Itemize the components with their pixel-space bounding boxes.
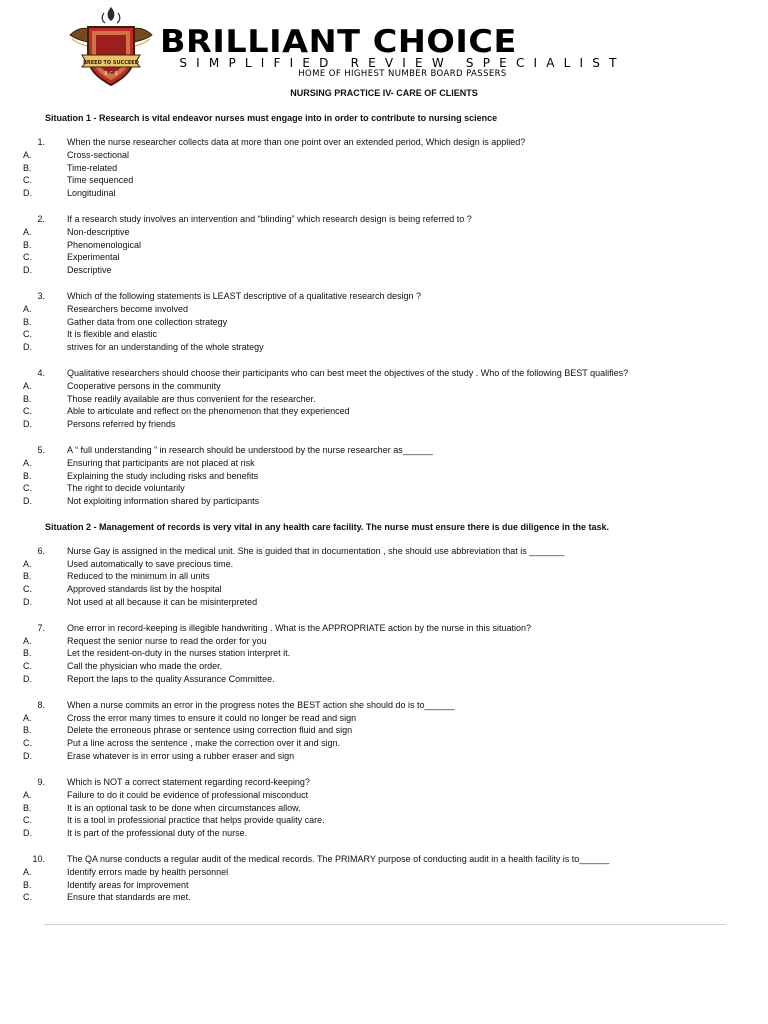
answer-option — [0, 673, 768, 686]
logo-letters: B C S — [104, 71, 118, 77]
answer-option — [0, 635, 768, 648]
answer-option — [0, 341, 768, 354]
answer-option — [0, 418, 768, 431]
answer-option — [0, 712, 768, 725]
situation-section — [0, 521, 768, 904]
option-letter: C. — [23, 584, 32, 595]
question-item — [0, 444, 768, 508]
option-letter: B. — [23, 316, 32, 327]
option-text: Cross the error many times to ensure it could no longer be read and sign — [67, 712, 357, 723]
option-letter: D. — [23, 265, 32, 276]
answer-option — [0, 239, 768, 252]
option-text: Let the resident-on-duty in the nurses station interpret it. — [67, 648, 291, 659]
option-text: Failure to do it could be evidence of professional misconduct — [67, 789, 309, 800]
document-title: NURSING PRACTICE IV- CARE OF CLIENTS — [290, 88, 478, 98]
question-row — [0, 213, 768, 226]
option-letter: D. — [23, 496, 32, 507]
option-letter: C. — [23, 661, 32, 672]
question-item — [0, 699, 768, 763]
option-text: Persons referred by friends — [67, 419, 176, 430]
question-row — [0, 367, 768, 380]
answer-option — [0, 482, 768, 495]
option-text: It is an optional task to be done when circumstances allow. — [67, 802, 301, 813]
answer-option — [0, 149, 768, 162]
option-text: Reduced to the minimum in all units — [67, 571, 210, 582]
answer-option — [0, 660, 768, 673]
option-text: Not used at all because it can be misinterpreted — [67, 597, 258, 608]
question-number: 2. — [37, 213, 45, 224]
question-number: 10. — [32, 853, 45, 864]
option-letter: B. — [23, 802, 32, 813]
question-text: Nurse Gay is assigned in the medical unit. She is guided that in documentation , she should use abbreviation that is _______ — [67, 545, 565, 556]
option-text: It is a tool in professional practice that helps provide quality care. — [67, 815, 325, 826]
option-letter: D. — [23, 342, 32, 353]
answer-option — [0, 789, 768, 802]
option-letter: A. — [23, 558, 32, 569]
option-letter: B. — [23, 470, 32, 481]
option-letter: D. — [23, 419, 32, 430]
option-text: Gather data from one collection strategy — [67, 316, 228, 327]
option-letter: B. — [23, 571, 32, 582]
option-letter: A. — [23, 226, 32, 237]
question-text: Which of the following statements is LEAST descriptive of a qualitative research design ? — [67, 290, 422, 301]
option-text: Identify areas for improvement — [67, 879, 189, 890]
question-row — [0, 290, 768, 303]
question-number: 7. — [37, 622, 45, 633]
option-letter: D. — [23, 597, 32, 608]
brand-block — [160, 26, 645, 86]
answer-option — [0, 879, 768, 892]
answer-option — [0, 827, 768, 840]
option-text: Non-descriptive — [67, 226, 130, 237]
option-letter: A. — [23, 635, 32, 646]
option-letter: C. — [23, 175, 32, 186]
option-text: Cooperative persons in the community — [67, 380, 221, 391]
option-letter: B. — [23, 648, 32, 659]
option-text: Descriptive — [67, 265, 112, 276]
option-letter: C. — [23, 738, 32, 749]
answer-option — [0, 583, 768, 596]
question-text: One error in record-keeping is illegible handwriting . What is the APPROPRIATE action by the nurse in this situation? — [67, 622, 532, 633]
question-text: Which is NOT a correct statement regarding record-keeping? — [67, 776, 310, 787]
question-text: Qualitative researchers should choose their participants who can best meet the objectives of the study . Who of the following BEST qualifies? — [67, 367, 629, 378]
question-number: 9. — [37, 776, 45, 787]
question-text: When the nurse researcher collects data at more than one point over an extended period, Which design is applied? — [67, 136, 526, 147]
option-text: Ensure that standards are met. — [67, 892, 191, 903]
option-letter: D. — [23, 188, 32, 199]
answer-option — [0, 316, 768, 329]
option-letter: C. — [23, 483, 32, 494]
answer-option — [0, 162, 768, 175]
situation-section — [0, 112, 768, 508]
option-letter: D. — [23, 674, 32, 685]
question-number: 4. — [37, 367, 45, 378]
option-text: Time-related — [67, 162, 118, 173]
option-text: It is part of the professional duty of the nurse. — [67, 828, 248, 839]
situation-heading: Situation 2 - Management of records is very vital in any health care facility. The nurse must ensure there is due diligence in the task. — [45, 521, 609, 532]
option-letter: A. — [23, 303, 32, 314]
option-text: Ensuring that participants are not placed at risk — [67, 457, 255, 468]
option-text: Not exploiting information shared by participants — [67, 496, 260, 507]
option-text: Request the senior nurse to read the order for you — [67, 635, 267, 646]
option-text: Identify errors made by health personnel — [67, 866, 229, 877]
option-text: Cross-sectional — [67, 149, 130, 160]
situation-heading: Situation 1 - Research is vital endeavor nurses must engage into in order to contribute to nursing science — [45, 113, 498, 123]
question-number: 3. — [37, 290, 45, 301]
question-text: A “ full understanding ” in research should be understood by the nurse researcher as______ — [67, 444, 433, 455]
question-row — [0, 444, 768, 457]
question-number: 5. — [37, 444, 45, 455]
option-letter: C. — [23, 406, 32, 417]
answer-option — [0, 814, 768, 827]
answer-option — [0, 470, 768, 483]
option-letter: D. — [23, 751, 32, 762]
answer-option — [0, 750, 768, 763]
option-text: Experimental — [67, 252, 120, 263]
option-letter: B. — [23, 725, 32, 736]
answer-option — [0, 891, 768, 904]
option-text: Call the physician who made the order. — [67, 661, 223, 672]
option-text: Time sequenced — [67, 175, 134, 186]
answer-option — [0, 495, 768, 508]
answer-option — [0, 251, 768, 264]
question-row — [0, 776, 768, 789]
answer-option — [0, 226, 768, 239]
answer-option — [0, 303, 768, 316]
question-item — [0, 776, 768, 840]
option-letter: C. — [23, 329, 32, 340]
question-row — [0, 136, 768, 149]
answer-option — [0, 647, 768, 660]
question-row — [0, 853, 768, 866]
option-text: Able to articulate and reflect on the phenomenon that they experienced — [67, 406, 350, 417]
question-row — [0, 699, 768, 712]
option-letter: A. — [23, 789, 32, 800]
question-item — [0, 213, 768, 277]
option-text: Erase whatever is in error using a rubber eraser and sign — [67, 751, 295, 762]
option-text: Explaining the study including risks and benefits — [67, 470, 259, 481]
question-row — [0, 545, 768, 558]
option-letter: C. — [23, 252, 32, 263]
answer-option — [0, 570, 768, 583]
question-item — [0, 853, 768, 904]
option-text: Used automatically to save precious time. — [67, 558, 234, 569]
question-number: 1. — [37, 136, 45, 147]
option-text: Those readily available are thus convenient for the researcher. — [67, 393, 316, 404]
question-text: If a research study involves an intervention and “blinding” which research design is being referred to ? — [67, 213, 472, 224]
answer-option — [0, 187, 768, 200]
option-letter: A. — [23, 712, 32, 723]
shield-crest-icon — [66, 5, 156, 89]
answer-option — [0, 328, 768, 341]
answer-option — [0, 866, 768, 879]
option-letter: B. — [23, 393, 32, 404]
page-header — [0, 0, 768, 90]
question-text: When a nurse commits an error in the progress notes the BEST action she should do is to______ — [67, 699, 455, 710]
option-text: Phenomenological — [67, 239, 142, 250]
option-letter: A. — [23, 866, 32, 877]
brand-name: BRILLIANT CHOICE — [160, 24, 517, 60]
option-letter: B. — [23, 879, 32, 890]
answer-option — [0, 264, 768, 277]
option-letter: A. — [23, 149, 32, 160]
option-text: Longitudinal — [67, 188, 116, 199]
question-item — [0, 136, 768, 200]
option-letter: B. — [23, 239, 32, 250]
option-text: strives for an understanding of the whole strategy — [67, 342, 264, 353]
option-text: Delete the erroneous phrase or sentence using correction fluid and sign — [67, 725, 353, 736]
answer-option — [0, 174, 768, 187]
brand-subtitle: HOME OF HIGHEST NUMBER BOARD PASSERS — [298, 69, 507, 79]
answer-option — [0, 802, 768, 815]
exam-content — [0, 112, 768, 917]
option-letter: D. — [23, 828, 32, 839]
option-text: Put a line across the sentence , make the correction over it and sign. — [67, 738, 341, 749]
answer-option — [0, 596, 768, 609]
answer-option — [0, 380, 768, 393]
question-number: 8. — [37, 699, 45, 710]
brand-tagline: SIMPLIFIED REVIEW SPECIALIST — [179, 56, 626, 70]
answer-option — [0, 405, 768, 418]
question-row — [0, 622, 768, 635]
option-letter: B. — [23, 162, 32, 173]
option-letter: C. — [23, 892, 32, 903]
option-text: Researchers become involved — [67, 303, 189, 314]
answer-option — [0, 393, 768, 406]
question-item — [0, 367, 768, 431]
question-item — [0, 622, 768, 686]
option-text: It is flexible and elastic — [67, 329, 158, 340]
option-letter: A. — [23, 457, 32, 468]
option-text: The right to decide voluntarily — [67, 483, 185, 494]
question-item — [0, 290, 768, 354]
answer-option — [0, 724, 768, 737]
question-text: The QA nurse conducts a regular audit of the medical records. The PRIMARY purpose of conducting audit in a health facility is to______ — [67, 853, 610, 864]
answer-option — [0, 558, 768, 571]
logo-banner-text: BREED TO SUCCEED — [83, 60, 139, 66]
answer-option — [0, 737, 768, 750]
answer-option — [0, 457, 768, 470]
question-item — [0, 545, 768, 609]
option-letter: A. — [23, 380, 32, 391]
option-text: Approved standards list by the hospital — [67, 584, 222, 595]
question-number: 6. — [37, 545, 45, 556]
option-text: Report the laps to the quality Assurance Committee. — [67, 674, 275, 685]
footer-divider — [44, 924, 726, 925]
option-letter: C. — [23, 815, 32, 826]
